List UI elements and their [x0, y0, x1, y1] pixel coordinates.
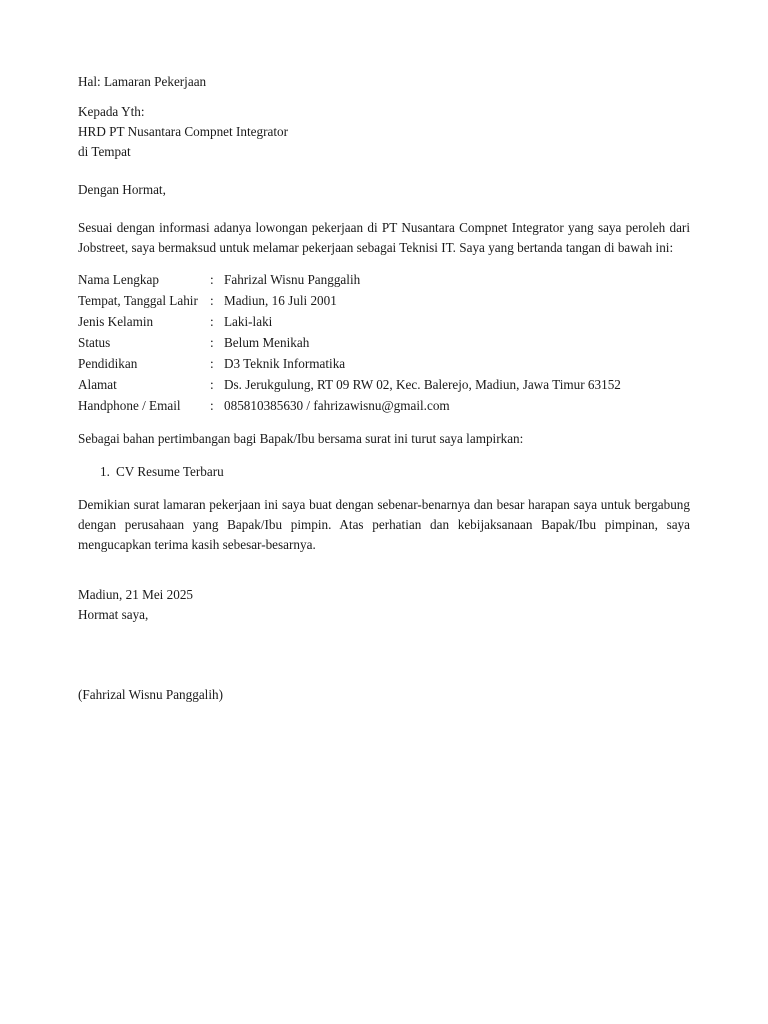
bio-label: Alamat	[78, 377, 117, 392]
bio-value: D3 Teknik Informatika	[224, 356, 346, 371]
bio-value: 085810385630 / fahrizawisnu@gmail.com	[224, 398, 450, 413]
bio-label: Handphone / Email	[78, 398, 181, 413]
attachment-number: 1.	[100, 464, 110, 479]
recipient-salutation: Kepada Yth:	[78, 104, 145, 119]
bio-value: Laki-laki	[224, 314, 273, 329]
bio-row-name	[78, 269, 621, 290]
bio-separator: :	[210, 272, 214, 287]
bio-row-status	[78, 332, 621, 353]
greeting: Dengan Hormat,	[78, 182, 166, 197]
bio-label: Status	[78, 335, 111, 350]
bio-separator: :	[210, 377, 214, 392]
recipient-company: HRD PT Nusantara Compnet Integrator	[78, 124, 288, 139]
bio-label: Tempat, Tanggal Lahir	[78, 293, 198, 308]
place-date: Madiun, 21 Mei 2025	[78, 587, 194, 602]
recipient-block	[78, 102, 690, 162]
bio-label: Nama Lengkap	[78, 272, 159, 287]
bio-value: Belum Menikah	[224, 335, 310, 350]
bio-separator: :	[210, 293, 214, 308]
signature-name: (Fahrizal Wisnu Panggalih)	[78, 687, 223, 702]
bio-separator: :	[210, 314, 214, 329]
attachments-intro: Sebagai bahan pertimbangan bagi Bapak/Ibu bersama surat ini turut saya lampirkan:	[78, 431, 524, 446]
bio-label: Jenis Kelamin	[78, 314, 154, 329]
bio-row-gender	[78, 311, 621, 332]
bio-row-contact	[78, 395, 621, 416]
bio-separator: :	[210, 335, 214, 350]
bio-row-birth	[78, 290, 621, 311]
recipient-place: di Tempat	[78, 144, 131, 159]
bio-value: Ds. Jerukgulung, RT 09 RW 02, Kec. Balerejo, Madiun, Jawa Timur 63152	[224, 377, 621, 392]
bio-value: Fahrizal Wisnu Panggalih	[224, 272, 361, 287]
bio-separator: :	[210, 398, 214, 413]
intro-paragraph: Sesuai dengan informasi adanya lowongan pekerjaan di PT Nusantara Compnet Integrator yang saya peroleh dari Jobstreet, saya bermaksud untuk melamar pekerjaan sebagai Teknisi IT. Saya yang bertanda tangan di bawah ini:	[78, 220, 690, 255]
bio-table	[78, 269, 621, 416]
letter-subject: Hal: Lamaran Pekerjaan	[78, 74, 207, 89]
closing-paragraph: Demikian surat lamaran pekerjaan ini saya buat dengan sebenar-benarnya dan besar harapan saya untuk bergabung dengan perusahaan yang Bapak/Ibu pimpin. Atas perhatian dan kebijaksanaan Bapak/Ibu pimpinan, saya mengucapkan terima kasih sebesar-besarnya.	[78, 497, 690, 552]
attachment-item	[78, 462, 690, 482]
bio-value: Madiun, 16 Juli 2001	[224, 293, 337, 308]
bio-separator: :	[210, 356, 214, 371]
attachment-text: CV Resume Terbaru	[116, 464, 224, 479]
regards: Hormat saya,	[78, 607, 149, 622]
bio-row-address	[78, 374, 621, 395]
bio-row-education	[78, 353, 621, 374]
letter-page	[78, 72, 690, 705]
signature-block	[78, 585, 690, 625]
bio-label: Pendidikan	[78, 356, 138, 371]
